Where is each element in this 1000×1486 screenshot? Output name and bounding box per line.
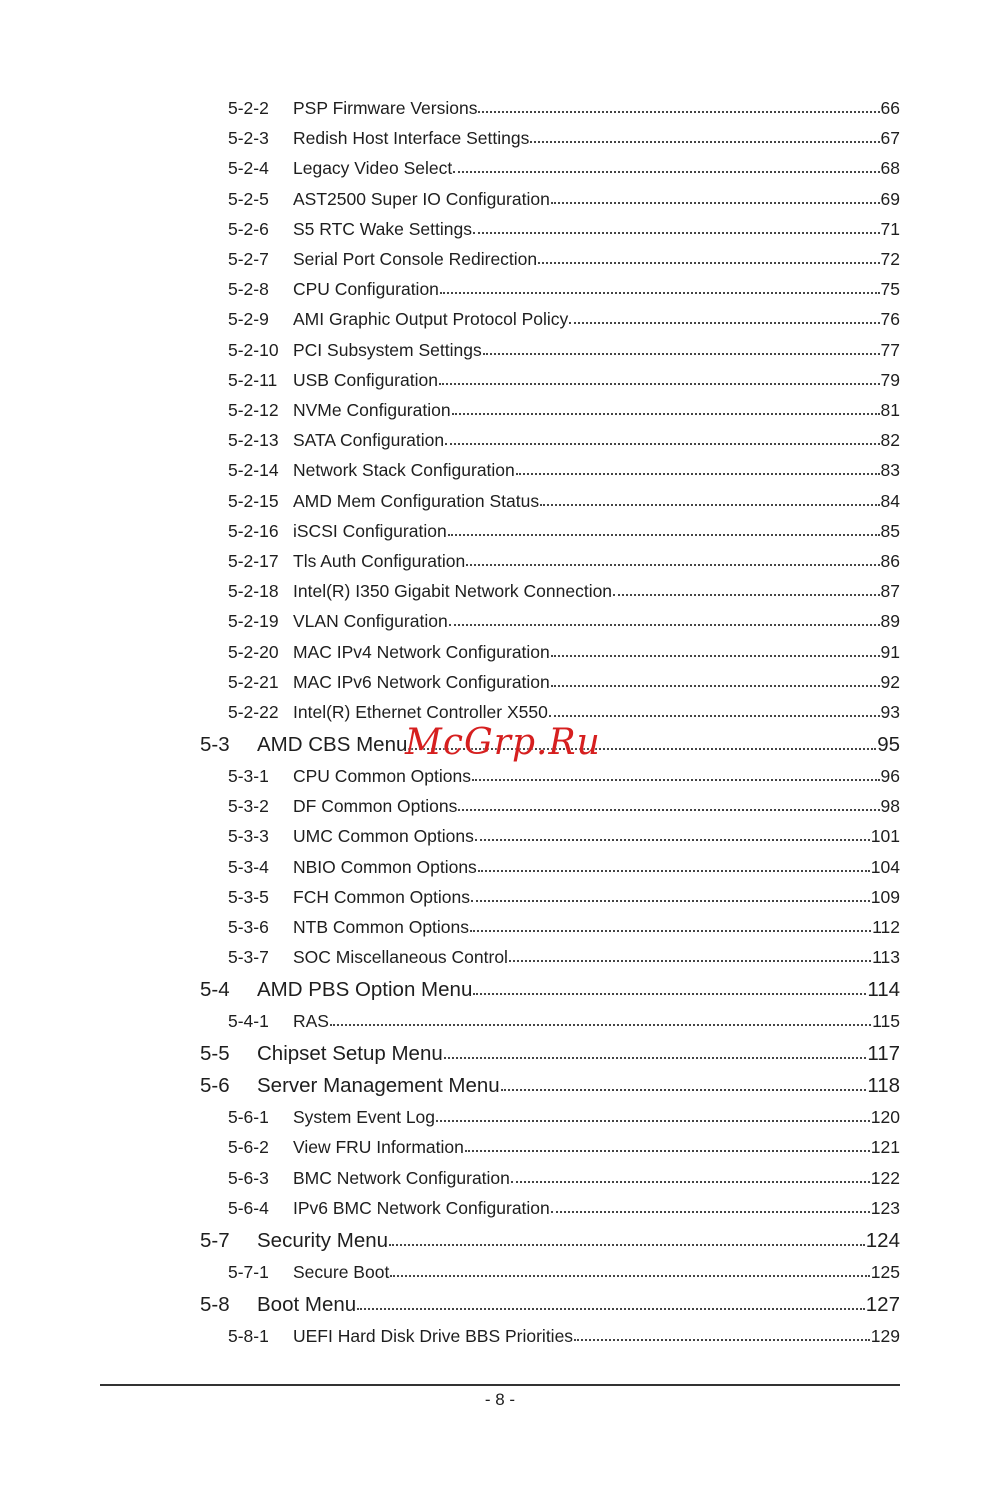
toc-subsection-entry[interactable]: [228, 279, 900, 300]
toc-entry-title: BMC Network Configuration: [293, 1167, 510, 1188]
toc-subsection-entry[interactable]: [228, 947, 900, 968]
toc-entry-number: 5-2-22: [228, 702, 279, 722]
toc-entry-title: NVMe Configuration: [293, 400, 451, 420]
toc-dot-leader: [471, 900, 870, 902]
toc-entry-title: Security Menu: [257, 1228, 389, 1252]
toc-entry-number: 5-2-5: [228, 188, 269, 209]
toc-entry-page: 95: [877, 733, 900, 756]
toc-entry-number: 5-5: [200, 1042, 230, 1066]
toc-entry-title: Secure Boot: [293, 1261, 390, 1282]
toc-entry-title: SOC Miscellaneous Control: [293, 947, 508, 968]
toc-entry-page: 92: [880, 671, 900, 692]
toc-dot-leader: [511, 1181, 870, 1183]
toc-dot-leader: [449, 624, 880, 626]
toc-entry-page: 75: [880, 279, 900, 300]
toc-entry-page: 120: [870, 1107, 900, 1128]
toc-entry-title: UMC Common Options: [293, 826, 474, 847]
toc-entry-number: 5-3-4: [228, 856, 269, 877]
toc-entry-title: AMI Graphic Output Protocol Policy: [293, 309, 569, 330]
toc-section-entry[interactable]: [200, 1042, 900, 1066]
toc-entry-number: 5-2-7: [228, 249, 269, 269]
toc-subsection-entry[interactable]: [228, 189, 900, 210]
toc-subsection-entry[interactable]: [228, 642, 900, 663]
toc-entry-page: 83: [880, 460, 900, 481]
toc-subsection-entry[interactable]: [228, 581, 900, 602]
toc-entry-page: 123: [870, 1197, 900, 1218]
toc-entry-title: Network Stack Configuration: [293, 460, 515, 481]
toc-entry-page: 81: [880, 400, 900, 420]
toc-entry-number: 5-2-18: [228, 581, 279, 602]
toc-entry-page: 79: [880, 369, 900, 390]
toc-entry-title: Intel(R) Ethernet Controller X550: [293, 702, 548, 722]
toc-entry-number: 5-7-1: [228, 1261, 269, 1282]
toc-entry-page: 114: [867, 978, 900, 1002]
toc-dot-leader: [478, 111, 879, 113]
toc-entry-page: 68: [880, 158, 900, 179]
toc-section-entry[interactable]: [200, 978, 900, 1002]
toc-entry-title: S5 RTC Wake Settings: [293, 218, 472, 239]
toc-dot-leader: [569, 322, 879, 324]
toc-dot-leader: [330, 1024, 871, 1026]
toc-entry-page: 127: [865, 1292, 900, 1316]
toc-entry-page: 69: [880, 188, 900, 209]
toc-subsection-entry[interactable]: [228, 400, 900, 421]
toc-entry-title: iSCSI Configuration: [293, 520, 447, 541]
toc-entry-title: NTB Common Options: [293, 917, 470, 937]
toc-entry-title: DF Common Options: [293, 796, 458, 817]
toc-dot-leader: [551, 685, 880, 687]
toc-entry-number: 5-3-3: [228, 826, 269, 847]
toc-entry-page: 125: [870, 1261, 900, 1282]
toc-entry-page: 101: [870, 826, 900, 847]
toc-subsection-entry[interactable]: [228, 766, 900, 787]
toc-entry-title: NBIO Common Options: [293, 856, 477, 877]
toc-dot-leader: [540, 504, 879, 506]
toc-entry-number: 5-3-7: [228, 947, 269, 968]
toc-entry-title: MAC IPv4 Network Configuration: [293, 641, 550, 662]
footer-divider: [100, 1384, 900, 1386]
toc-entry-title: Intel(R) I350 Gigabit Network Connection: [293, 581, 613, 602]
toc-entry-page: 118: [867, 1074, 900, 1098]
toc-entry-number: 5-3-1: [228, 766, 269, 786]
toc-subsection-entry[interactable]: [228, 430, 900, 451]
toc-entry-number: 5-2-6: [228, 218, 269, 239]
toc-entry-page: 86: [880, 551, 900, 571]
toc-entry-title: AMD Mem Configuration Status: [293, 490, 540, 511]
toc-dot-leader: [613, 594, 879, 596]
toc-entry-page: 112: [872, 917, 900, 937]
toc-entry-title: PSP Firmware Versions: [293, 98, 478, 118]
toc-dot-leader: [530, 141, 879, 143]
toc-entry-page: 91: [880, 641, 900, 662]
toc-entry-page: 121: [870, 1137, 900, 1158]
toc-subsection-entry[interactable]: [228, 611, 900, 632]
toc-section-entry[interactable]: [200, 1229, 900, 1253]
toc-entry-number: 5-6-1: [228, 1107, 269, 1128]
toc-section-entry[interactable]: [200, 1074, 900, 1098]
toc-entry-number: 5-2-16: [228, 520, 279, 541]
toc-entry-number: 5-3-2: [228, 796, 269, 817]
toc-entry-number: 5-8-1: [228, 1325, 269, 1346]
toc-dot-leader: [389, 1244, 865, 1246]
toc-entry-page: 87: [880, 581, 900, 602]
toc-entry-title: View FRU Information: [293, 1137, 464, 1158]
toc-entry-page: 76: [880, 309, 900, 330]
toc-entry-number: 5-2-4: [228, 158, 269, 179]
toc-subsection-entry[interactable]: [228, 1137, 900, 1158]
toc-subsection-entry[interactable]: [228, 309, 900, 330]
toc-entry-title: Chipset Setup Menu: [257, 1042, 443, 1066]
toc-dot-leader: [574, 1339, 870, 1341]
watermark-logo: McGrp.Ru: [405, 722, 601, 763]
toc-entry-page: 124: [865, 1228, 900, 1252]
toc-dot-leader: [445, 443, 879, 445]
toc-entry-title: RAS: [293, 1011, 329, 1032]
toc-subsection-entry[interactable]: [228, 128, 900, 149]
toc-entry-title: Serial Port Console Redirection: [293, 249, 538, 269]
toc-dot-leader: [549, 715, 880, 717]
toc-dot-leader: [473, 232, 880, 234]
toc-entry-page: 113: [872, 947, 900, 968]
toc-subsection-entry[interactable]: [228, 1168, 900, 1189]
toc-entry-page: 109: [870, 886, 900, 907]
toc-entry-number: 5-3: [200, 733, 230, 756]
toc-dot-leader: [501, 1089, 867, 1091]
toc-entry-page: 129: [870, 1325, 900, 1346]
toc-entry-page: 71: [880, 218, 900, 239]
toc-entry-title: Server Management Menu: [257, 1074, 500, 1098]
toc-dot-leader: [538, 262, 879, 264]
toc-subsection-entry[interactable]: [228, 158, 900, 179]
toc-entry-number: 5-2-10: [228, 339, 279, 360]
toc-entry-title: AMD PBS Option Menu: [257, 978, 473, 1002]
toc-dot-leader: [472, 779, 880, 781]
toc-entry-page: 104: [870, 856, 900, 877]
toc-entry-page: 98: [880, 796, 900, 817]
toc-entry-page: 117: [867, 1042, 900, 1066]
toc-subsection-entry[interactable]: [228, 702, 900, 723]
toc-subsection-entry[interactable]: [228, 1107, 900, 1128]
toc-entry-title: Redish Host Interface Settings: [293, 128, 530, 149]
toc-subsection-entry[interactable]: [228, 826, 900, 847]
toc-entry-number: 5-3-5: [228, 886, 269, 907]
toc-entry-number: 5-2-15: [228, 490, 279, 511]
toc-subsection-entry[interactable]: [228, 370, 900, 391]
toc-entry-title: CPU Common Options: [293, 766, 471, 786]
toc-entry-number: 5-3-6: [228, 917, 269, 937]
toc-subsection-entry[interactable]: [228, 460, 900, 481]
toc-dot-leader: [436, 1120, 870, 1122]
toc-subsection-entry[interactable]: [228, 857, 900, 878]
toc-subsection-entry[interactable]: [228, 551, 900, 572]
toc-entry-page: 96: [880, 766, 900, 786]
toc-entry-title: Legacy Video Select: [293, 158, 453, 179]
toc-subsection-entry[interactable]: [228, 917, 900, 938]
toc-entry-number: 5-2-11: [228, 369, 278, 390]
toc-subsection-entry[interactable]: [228, 1326, 900, 1347]
toc-dot-leader: [448, 534, 880, 536]
toc-entry-page: 66: [880, 98, 900, 118]
toc-entry-title: UEFI Hard Disk Drive BBS Priorities: [293, 1325, 574, 1346]
toc-entry-page: 77: [880, 339, 900, 360]
toc-dot-leader: [478, 870, 870, 872]
toc-subsection-entry[interactable]: [228, 340, 900, 361]
toc-entry-title: PCI Subsystem Settings: [293, 339, 482, 360]
toc-entry-title: FCH Common Options: [293, 886, 470, 907]
toc-entry-title: AMD CBS Menu: [257, 733, 408, 756]
toc-dot-leader: [551, 202, 880, 204]
toc-dot-leader: [551, 655, 880, 657]
toc-subsection-entry[interactable]: [228, 672, 900, 693]
toc-entry-title: VLAN Configuration: [293, 611, 448, 632]
toc-dot-leader: [551, 1211, 870, 1213]
toc-dot-leader: [452, 413, 880, 415]
toc-entry-number: 5-6: [200, 1074, 230, 1098]
toc-entry-number: 5-4: [200, 978, 230, 1002]
toc-entry-number: 5-8: [200, 1292, 230, 1316]
toc-subsection-entry[interactable]: [228, 491, 900, 512]
toc-dot-leader: [458, 809, 879, 811]
toc-entry-number: 5-2-8: [228, 279, 269, 300]
toc-entry-number: 5-2-3: [228, 128, 269, 149]
toc-entry-title: System Event Log: [293, 1107, 436, 1128]
toc-dot-leader: [470, 930, 871, 932]
toc-subsection-entry[interactable]: [228, 1198, 900, 1219]
toc-section-entry[interactable]: [200, 1293, 900, 1317]
toc-entry-number: 5-2-17: [228, 551, 279, 571]
toc-entry-title: Boot Menu: [257, 1292, 357, 1316]
toc-entry-number: 5-2-12: [228, 400, 279, 420]
toc-dot-leader: [465, 1150, 870, 1152]
toc-subsection-entry[interactable]: [228, 219, 900, 240]
toc-entry-number: 5-7: [200, 1228, 230, 1252]
toc-dot-leader: [440, 292, 880, 294]
toc-subsection-entry[interactable]: [228, 521, 900, 542]
toc-entry-page: 89: [880, 611, 900, 632]
toc-dot-leader: [357, 1308, 865, 1310]
toc-entry-title: CPU Configuration: [293, 279, 439, 300]
toc-entry-page: 115: [872, 1011, 900, 1032]
toc-entry-number: 5-2-9: [228, 309, 269, 330]
toc-entry-page: 84: [880, 490, 900, 511]
toc-entry-title: Tls Auth Configuration: [293, 551, 466, 571]
toc-entry-title: USB Configuration: [293, 369, 438, 390]
toc-dot-leader: [516, 473, 880, 475]
toc-entry-title: IPv6 BMC Network Configuration: [293, 1197, 550, 1218]
toc-entry-page: 72: [880, 249, 900, 269]
toc-dot-leader: [390, 1275, 869, 1277]
toc-entry-page: 82: [880, 430, 900, 451]
toc-entry-number: 5-6-2: [228, 1137, 269, 1158]
toc-entry-page: 93: [880, 702, 900, 722]
toc-subsection-entry[interactable]: [228, 796, 900, 817]
toc-subsection-entry[interactable]: [228, 249, 900, 270]
toc-entry-title: SATA Configuration: [293, 430, 445, 451]
toc-subsection-entry[interactable]: [228, 1262, 900, 1283]
toc-entry-page: 122: [870, 1167, 900, 1188]
toc-entry-number: 5-2-2: [228, 98, 269, 118]
toc-entry-title: AST2500 Super IO Configuration: [293, 188, 550, 209]
toc-entry-number: 5-6-3: [228, 1167, 269, 1188]
toc-entry-number: 5-2-14: [228, 460, 279, 481]
toc-dot-leader: [466, 564, 879, 566]
toc-entry-number: 5-2-20: [228, 641, 279, 662]
toc-dot-leader: [473, 993, 866, 995]
toc-dot-leader: [444, 1057, 867, 1059]
toc-dot-leader: [439, 383, 880, 385]
toc-entry-number: 5-2-19: [228, 611, 279, 632]
toc-subsection-entry[interactable]: [228, 98, 900, 119]
toc-dot-leader: [509, 960, 871, 962]
toc-entry-number: 5-2-21: [228, 671, 279, 692]
toc-dot-leader: [483, 353, 880, 355]
toc-entry-page: 85: [880, 520, 900, 541]
toc-entry-title: MAC IPv6 Network Configuration: [293, 671, 550, 692]
toc-subsection-entry[interactable]: [228, 887, 900, 908]
toc-dot-leader: [475, 839, 870, 841]
page-number: - 8 -: [484, 1390, 516, 1409]
toc-dot-leader: [453, 171, 879, 173]
toc-entry-page: 67: [880, 128, 900, 149]
toc-subsection-entry[interactable]: [228, 1011, 900, 1032]
toc-entry-number: 5-4-1: [228, 1011, 269, 1032]
toc-entry-number: 5-2-13: [228, 430, 279, 451]
toc-entry-number: 5-6-4: [228, 1197, 269, 1218]
